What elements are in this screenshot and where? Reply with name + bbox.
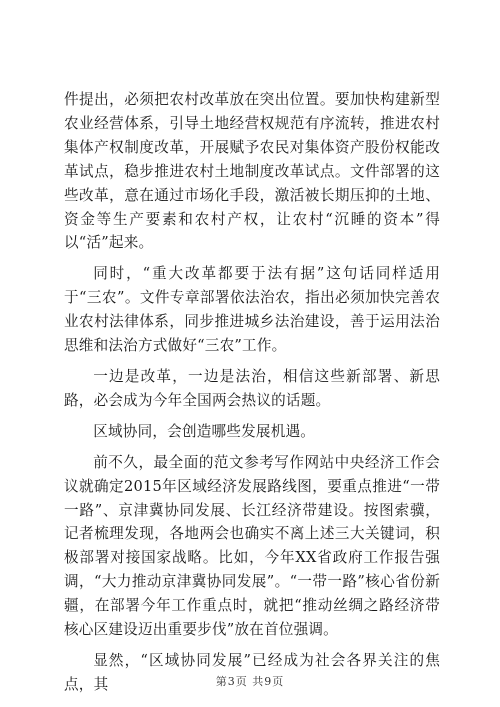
paragraph-3: 一边是改革，一边是法治，相信这些新部署、新思路，必会成为今年全国两会热议的话题。 xyxy=(64,367,440,409)
paragraph-2: 同时，“重大改革都要于法有据”这句话同样适用于“三农”。文件专章部署依法治农，指出必须加快完善农业农村法律体系，同步推进城乡法治建设，善于运用法治思维和法治方式做好“三农”工作。 xyxy=(64,265,440,355)
page-number-footer: 第3页 共9页 xyxy=(215,675,285,688)
paragraph-4-heading: 区域协同，会创造哪些发展机遇。 xyxy=(93,422,316,440)
paragraph-6: 显然，“区域协同发展”已经成为社会各界关注的焦点，其 xyxy=(64,651,440,693)
paragraph-5: 前不久，最全面的范文参考写作网站中央经济工作会议就确定2015年区域经济发展路线图，要重点推进“一带一路”、京津冀协同发展、长江经济带建设。按图索骥，记者梳理发现，各地两会也确实不离上述三大关键词，积极部署对接国家战略。比如，今年XX省政府工作报告强调，“大力推动京津冀协同发展”。“一带一路”核心省份新疆，在部署今年工作重点时，就把“推动丝绸之路经济带核心区建设迈出重要步伐”放在首位强调。 xyxy=(64,453,440,639)
document-body xyxy=(64,88,440,704)
paragraph-1: 件提出，必须把农村改革放在突出位置。要加快构建新型农业经营体系，引导土地经营权规范有序流转，推进农村集体产权制度改革，开展赋予农民对集体资产股份权能改革试点，稳步推进农村土地制度改革试点。文件部署的这些改革，意在通过市场化手段，激活被长期压抑的土地、资金等生产要素和农村产权，让农村“沉睡的资本”得以“活”起来。 xyxy=(64,91,440,252)
